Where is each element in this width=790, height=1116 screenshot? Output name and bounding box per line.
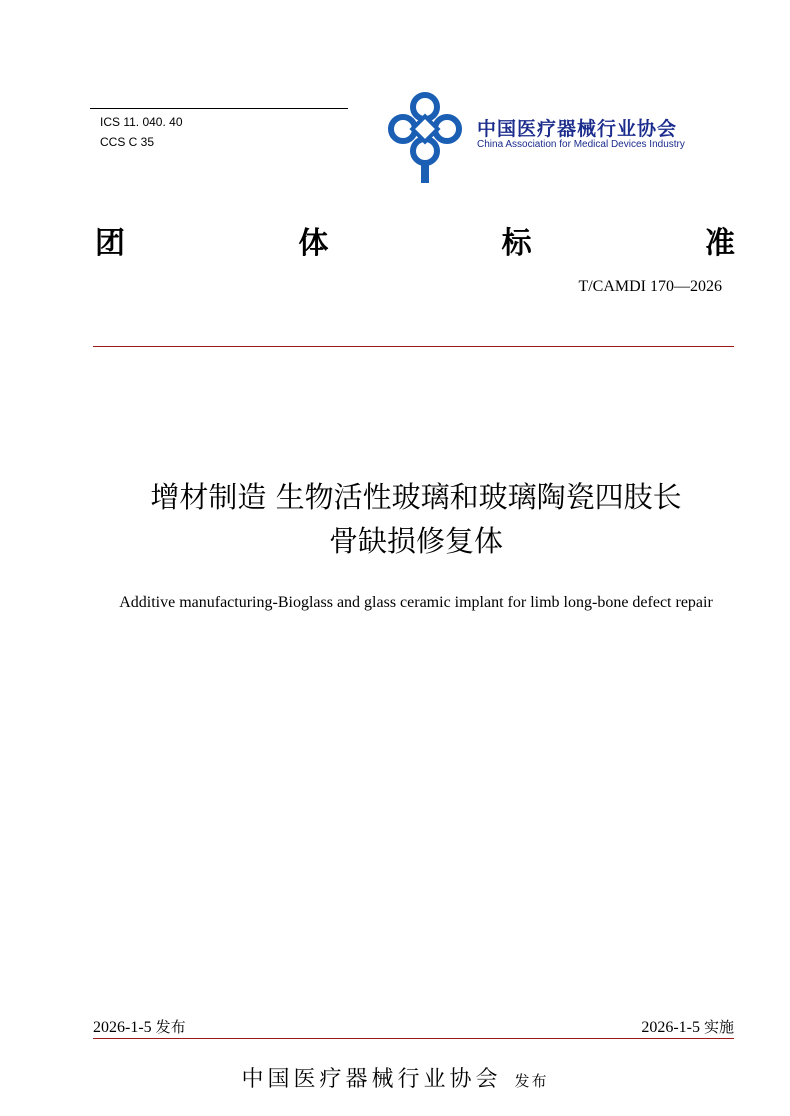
org-name-en: China Association for Medical Devices Industry bbox=[477, 139, 685, 150]
implement-label: 实施 bbox=[703, 1018, 734, 1036]
divider-top bbox=[93, 346, 734, 347]
footer-org-name: 中国医疗器械行业协会 bbox=[241, 1067, 502, 1092]
classification-codes bbox=[100, 112, 183, 152]
title-cn-line1: 增材制造 生物活性玻璃和玻璃陶瓷四肢长 bbox=[150, 480, 682, 514]
implement-date bbox=[641, 1016, 734, 1037]
standard-type-char: 团 bbox=[95, 226, 125, 261]
standard-number: T/CAMDI 170—2026 bbox=[578, 278, 722, 295]
publish-date-value: 2026-1-5 bbox=[93, 1019, 152, 1036]
ccs-code: CCS C 35 bbox=[100, 135, 155, 149]
standard-type-char: 体 bbox=[298, 226, 329, 261]
standard-type bbox=[95, 218, 735, 262]
title-cn-line2: 骨缺损修复体 bbox=[328, 524, 503, 558]
standard-type-char: 标 bbox=[501, 226, 532, 261]
publish-date bbox=[93, 1016, 186, 1037]
footer-action: 发布 bbox=[514, 1072, 549, 1090]
header-rule bbox=[90, 108, 348, 109]
title-english: Additive manufacturing-Bioglass and glass ceramic implant for limb long-bone defect repair bbox=[119, 594, 713, 611]
footer-publisher bbox=[0, 1062, 790, 1093]
ics-code: ICS 11. 040. 40 bbox=[100, 115, 183, 129]
implement-date-value: 2026-1-5 bbox=[641, 1019, 700, 1036]
org-name-cn: 中国医疗器械行业协会 bbox=[477, 118, 678, 140]
standard-type-char: 准 bbox=[704, 226, 735, 261]
publish-label: 发布 bbox=[155, 1018, 186, 1036]
divider-bottom bbox=[93, 1038, 734, 1039]
title-chinese bbox=[80, 475, 752, 563]
camdi-logo-icon bbox=[383, 87, 467, 185]
